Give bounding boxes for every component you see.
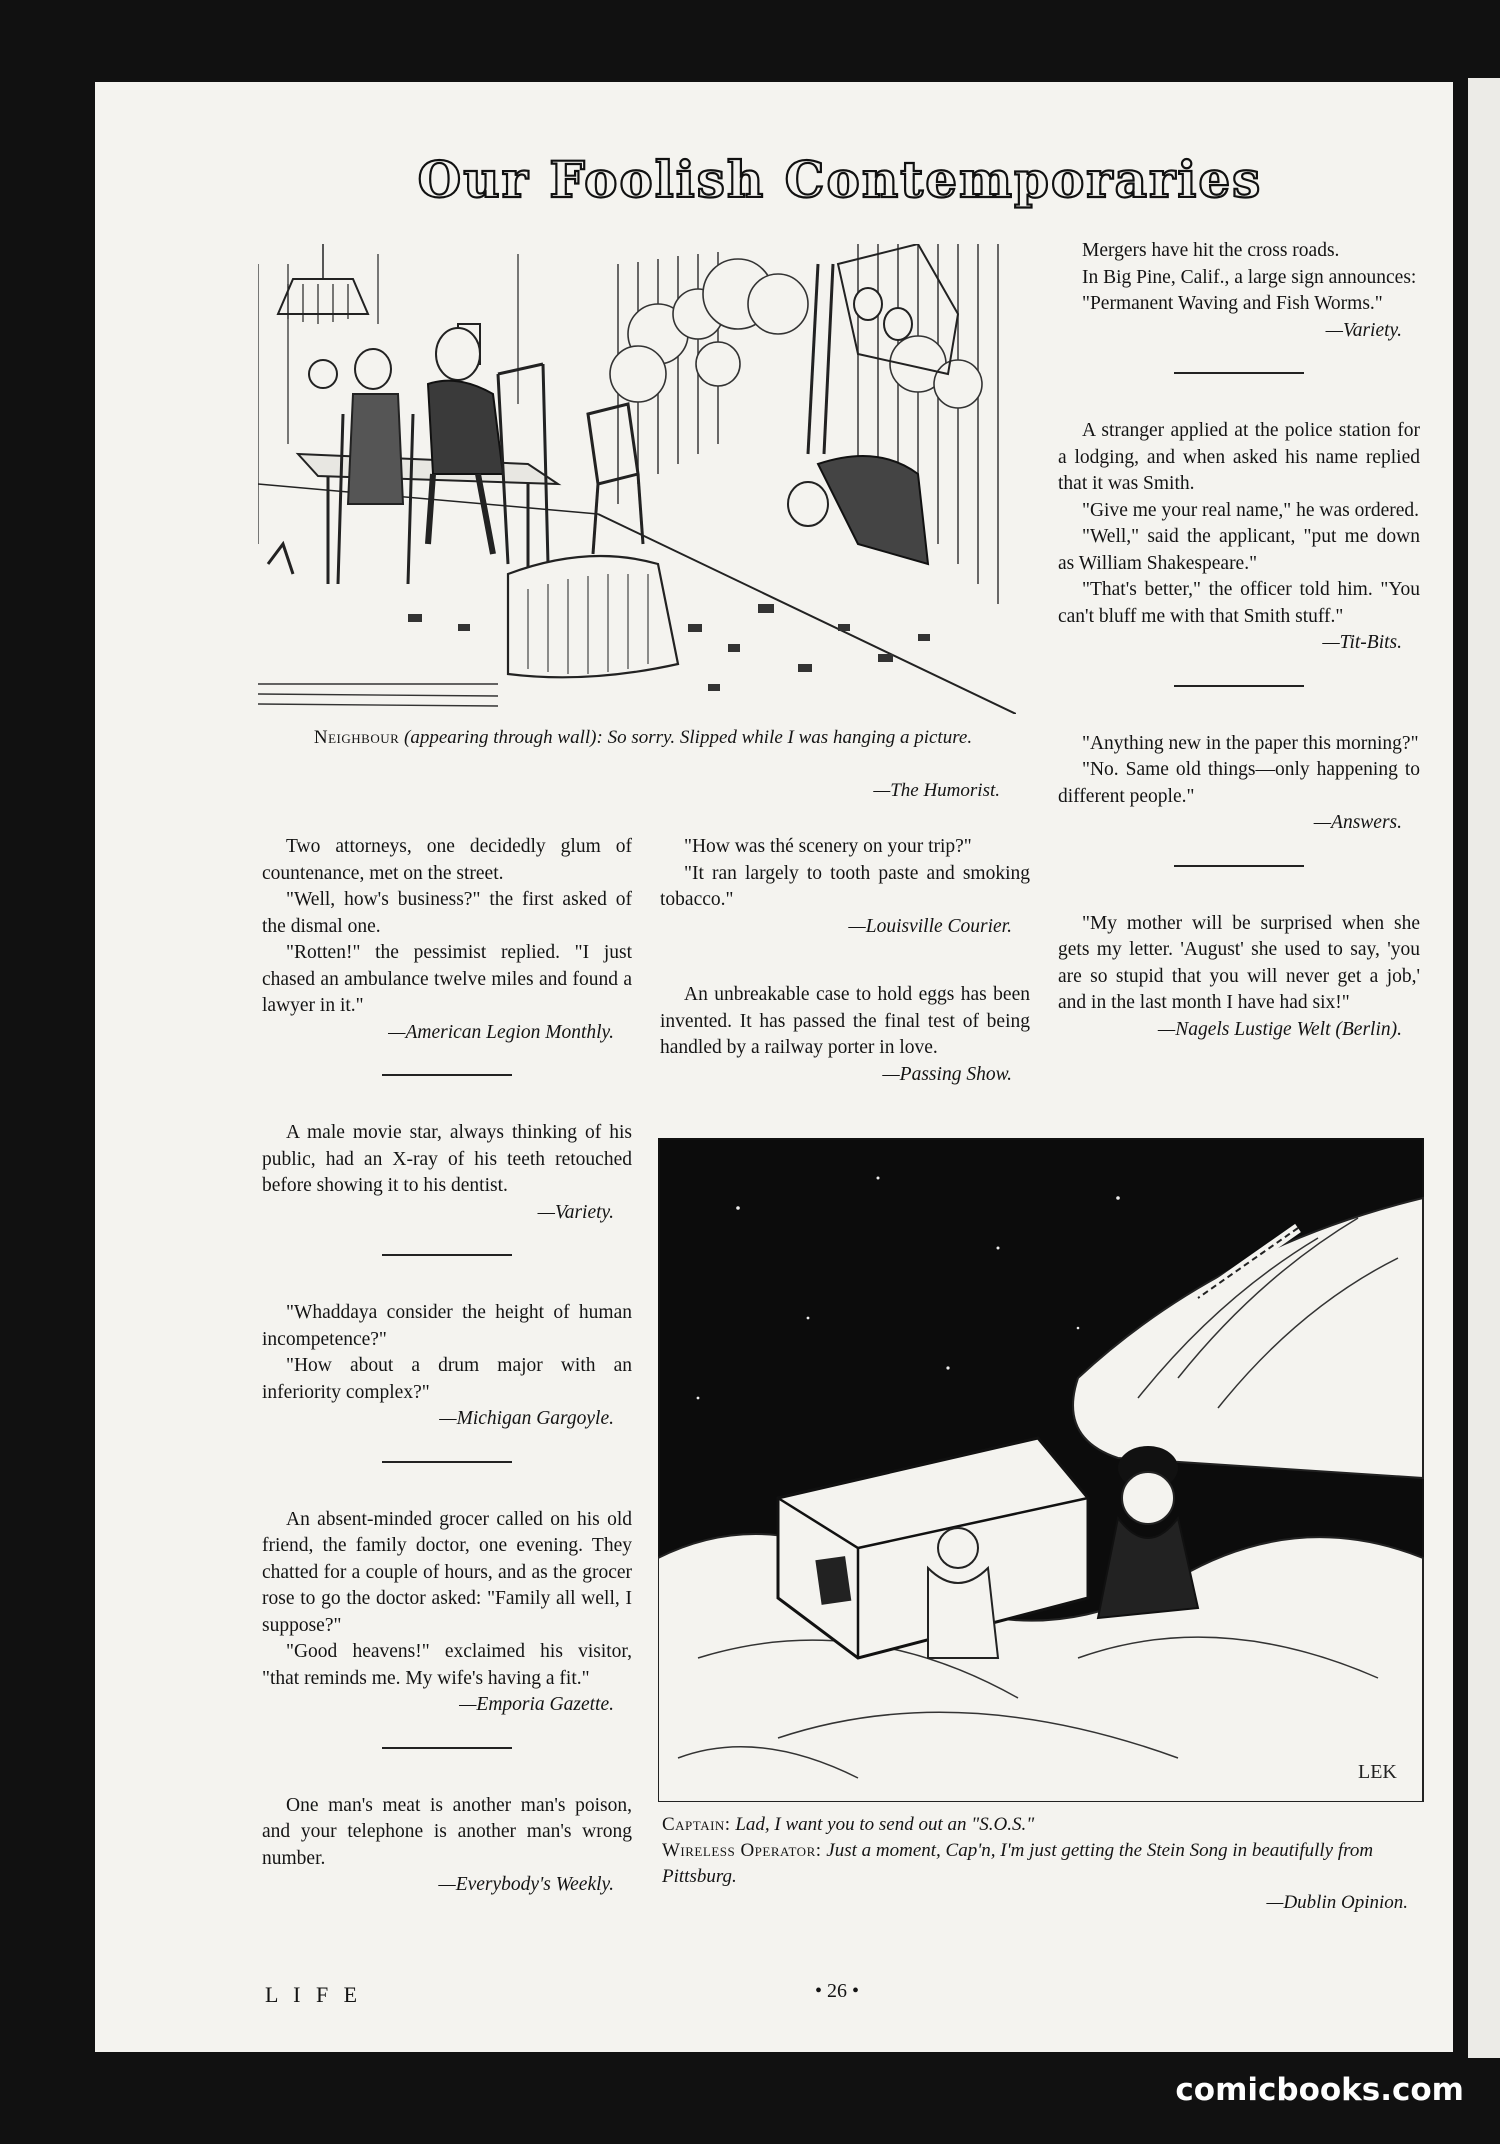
text-paragraph: "Give me your real name," he was ordered. <box>1082 499 1419 521</box>
source-credit: —Dublin Opinion. <box>1266 1892 1408 1913</box>
text-paragraph: A stranger applied at the police station for a lodging, and when asked his name replied that it was Smith. <box>1058 420 1420 494</box>
item-attorneys <box>262 834 632 1046</box>
text-paragraph: "That's better," the officer told him. "You can't bluff me with that Smith stuff." <box>1058 579 1420 627</box>
text-paragraph: "How about a drum major with an inferiority complex?" <box>262 1355 632 1403</box>
source-credit: —American Legion Monthly. <box>388 1021 614 1043</box>
page-title: Our Foolish Contemporaries <box>417 150 1263 209</box>
item-shakespeare <box>1058 418 1420 657</box>
source-credit: —Answers. <box>1313 812 1402 833</box>
left-column <box>262 834 632 1899</box>
item-movie-star <box>262 1120 632 1226</box>
cartoon1-stage: (appearing through wall): <box>404 727 603 748</box>
divider-rule <box>1174 372 1304 374</box>
source-credit: —Variety. <box>1325 319 1402 341</box>
source-credit: —Everybody's Weekly. <box>438 1874 614 1895</box>
item-newspaper <box>1058 731 1420 837</box>
facing-page-edge <box>1468 78 1500 2058</box>
cartoon1-text: So sorry. Slipped while I was hanging a picture. <box>607 727 973 748</box>
divider-rule <box>382 1747 512 1749</box>
source-credit: —Louisville Courier. <box>848 915 1012 937</box>
source-credit: —Emporia Gazette. <box>459 1694 614 1715</box>
divider-rule <box>382 1074 512 1076</box>
artist-signature: LEK <box>1358 1761 1397 1783</box>
source-credit: —Passing Show. <box>882 1063 1012 1085</box>
text-paragraph: "Permanent Waving and Fish Worms." <box>1082 293 1383 314</box>
caption-speaker: Captain: <box>662 1814 731 1835</box>
text-paragraph: In Big Pine, Calif., a large sign announces: <box>1082 266 1417 288</box>
text-paragraph: An unbreakable case to hold eggs has been invented. It has passed the final test of being handled by a railway porter in love. <box>660 984 1030 1058</box>
item-scenery <box>660 834 1030 940</box>
source-credit: —Nagels Lustige Welt (Berlin). <box>1157 1018 1402 1040</box>
watermark: comicbooks.com <box>1175 2072 1464 2108</box>
text-paragraph: An absent-minded grocer called on his old friend, the family doctor, one evening. They chatted for a couple of hours, and as the grocer rose to go the doctor asked: "Family all well, I suppose?" <box>262 1508 632 1636</box>
text-paragraph: "It ran largely to tooth paste and smoking tobacco." <box>660 862 1030 910</box>
source-credit: —Tit-Bits. <box>1322 632 1402 653</box>
item-grocer <box>262 1507 632 1719</box>
caption-line-captain <box>662 1812 1422 1838</box>
text-paragraph: "Well," said the applicant, "put me down as William Shakespeare." <box>1058 526 1420 574</box>
item-incompetence <box>262 1300 632 1433</box>
item-mergers <box>1058 238 1420 344</box>
caption-line-operator <box>662 1838 1422 1890</box>
cartoon1-speaker: Neighbour <box>313 727 400 748</box>
cartoon-wall-illustration <box>258 244 1016 714</box>
right-column <box>1058 238 1420 1043</box>
divider-rule <box>382 1254 512 1256</box>
cartoon2-caption <box>662 1812 1422 1916</box>
page-number: • 26 • <box>815 1980 860 2002</box>
text-paragraph: One man's meat is another man's poison, and your telephone is another man's wrong number. <box>262 1794 632 1869</box>
text-paragraph: "How was thé scenery on your trip?" <box>684 836 972 857</box>
text-paragraph: Two attorneys, one decidedly glum of countenance, met on the street. <box>262 836 632 884</box>
caption-text: Just a moment, Cap'n, I'm just getting the Stein Song in beautifully from Pittsburg. <box>662 1840 1374 1887</box>
middle-column <box>660 834 1030 1088</box>
text-paragraph: "My mother will be surprised when she gets my letter. 'August' she used to say, 'you are so stupid that you will never get a job,' and in the last month I have had six!" <box>1058 912 1420 1013</box>
caption-speaker: Wireless Operator: <box>662 1840 822 1861</box>
text-paragraph: "Rotten!" the pessimist replied. "I just chased an ambulance twelve miles and found a lawyer in it." <box>262 942 632 1016</box>
text-paragraph: A male movie star, always thinking of his public, had an X-ray of his teeth retouched before showing it to his dentist. <box>262 1122 632 1196</box>
cartoon-ship-storm-illustration <box>658 1138 1424 1802</box>
divider-rule <box>1174 865 1304 867</box>
text-paragraph: "No. Same old things—only happening to different people." <box>1058 759 1420 807</box>
magazine-name-footer: L I F E <box>265 1982 363 2007</box>
text-paragraph: "Well, how's business?" the first asked of the dismal one. <box>262 889 632 937</box>
cartoon1-caption <box>258 725 1028 751</box>
item-mother-letter <box>1058 911 1420 1044</box>
divider-rule <box>382 1461 512 1463</box>
text-paragraph: "Whaddaya consider the height of human incompetence?" <box>262 1302 632 1350</box>
source-credit: —Variety. <box>537 1201 614 1223</box>
cartoon1-source: —The Humorist. <box>873 780 1000 801</box>
item-eggs <box>660 982 1030 1088</box>
divider-rule <box>1174 685 1304 687</box>
text-paragraph: "Good heavens!" exclaimed his visitor, "that reminds me. My wife's having a fit." <box>262 1641 632 1689</box>
text-paragraph: Mergers have hit the cross roads. <box>1082 240 1340 261</box>
caption-text: Lad, I want you to send out an "S.O.S." <box>735 1814 1035 1835</box>
item-telephone <box>262 1793 632 1899</box>
text-paragraph: "Anything new in the paper this morning?" <box>1082 732 1419 754</box>
source-credit: —Michigan Gargoyle. <box>439 1408 614 1429</box>
